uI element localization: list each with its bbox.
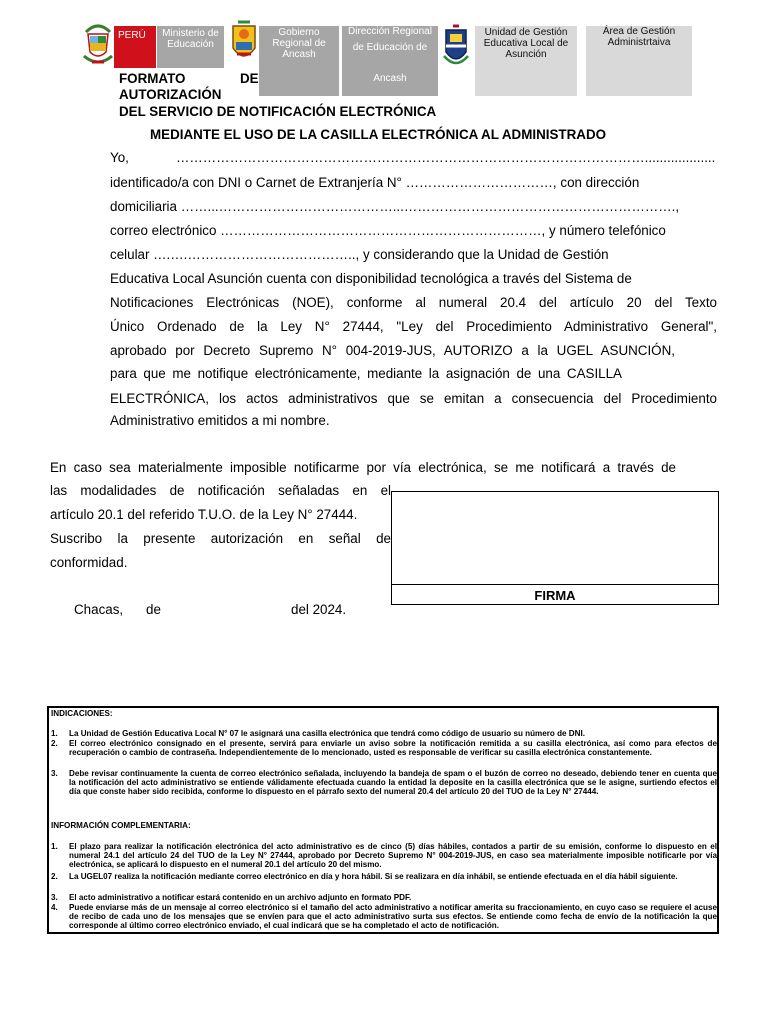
indicaciones-box: [47, 706, 719, 934]
caso-line-5: conformidad.: [50, 555, 128, 570]
body-yo: Yo,: [110, 150, 129, 165]
date-place: Chacas,: [74, 602, 124, 617]
signature-divider: [392, 584, 718, 585]
info-text: Puede enviarse más de un mensaje al correo electrónico si el tamaño del acto administrativo a notificar amerita su fraccionamiento, en cuyo caso se requiere el acuse de recibo de cada uno de los mensajes que se envíen para que el acto administrativo surta sus efectos. Se entiende como fecha de envío de la notificación la que corresponde al último correo electrónico enviado, el cual indicará que se ha completado el acto de notificación.: [69, 903, 717, 931]
indicaciones-title: INDICACIONES:: [51, 709, 113, 718]
info-text: La UGEL07 realiza la notificación mediante correo electrónico en día y hora hábil. Si se realizara en día inhábil, se entiende efectuada en el día hábil siguiente.: [69, 872, 678, 881]
info-complementaria-title: INFORMACIÓN COMPLEMENTARIA:: [51, 821, 191, 830]
body-line-11: ELECTRÓNICA, los actos administrativos que se emitan a consecuencia del Procedimiento: [110, 391, 717, 406]
body-name-blank: ……………………………………………………………………………………………...................: [176, 150, 716, 165]
info-text: El plazo para realizar la notificación electrónica del acto administrativo es de cinco (5) días hábiles, contados a partir de su emisión, conforme lo dispuesto en el numeral 24.1 del artículo 24 del TUO de la Ley N° 27444, aprobado por Decreto Supremo N° 004-2019-JUS, en caso sea materialmente imposible notificarle por vía electrónica, se aplicará lo dispuesto en el numeral 20.1 del artículo 20 del mismo.: [69, 842, 717, 870]
info-item: [51, 842, 717, 870]
indicacion-text: Debe revisar continuamente la cuenta de correo electrónico señalada, incluyendo la bandeja de spam o el buzón de correo no deseado, debiendo tener en cuenta que la notificación del acto administrativo se entiende válidamente efectuada cuando la entidad la deposite en la casilla electrónica que se le asigne, surtiendo efectos el día que conste haber sido recibida, conforme lo dispuesto en el párrafo sexto del numeral 20.4 del artículo 20 del TUO de la Ley N° 27444.: [69, 769, 717, 797]
info-num: 1.: [51, 842, 58, 851]
indicacion-item: [51, 769, 717, 797]
body-line-8: Único Ordenado de la Ley N° 27444, "Ley del Procedimiento Administrativo General",: [110, 319, 717, 334]
body-line-2: identificado/a con DNI o Carnet de Extranjería N° ……………………………, con dirección: [110, 175, 640, 190]
caso-line-2: las modalidades de notificación señaladas en el: [50, 483, 391, 498]
area-gestion-label: Área de Gestión Administrtaiva: [586, 26, 692, 96]
body-line-9: aprobado por Decreto Supremo N° 004-2019-JUS, AUTORIZO a la UGEL ASUNCIÓN,: [110, 343, 675, 358]
info-text: El acto administrativo a notificar estará contenido en un archivo adjunto en formato PDF.: [69, 893, 412, 902]
direccion-line-1: Dirección Regional: [348, 26, 432, 37]
info-num: 3.: [51, 893, 58, 902]
signature-box[interactable]: [391, 491, 719, 605]
body-line-3: domiciliaria ……...…………………………………...…………………………………………………….,: [110, 199, 680, 214]
body-line-5: celular ….….……………………………….., y considerando que la Unidad de Gestión: [110, 247, 609, 262]
indicacion-text: El correo electrónico consignado en el presente, servirá para enviarle un aviso sobre la notificación remitida a su casilla electrónica, así como para efectos de recuperación o cambio de contraseña. Independientemente de lo mencionado, usted es responsable de verificar su casilla electrónica constantemente.: [69, 739, 717, 758]
title-autorizacion: AUTORIZACIÓN: [119, 87, 222, 102]
body-line-12: Administrativo emitidos a mi nombre.: [110, 413, 330, 428]
date-year: del 2024.: [291, 602, 347, 617]
direccion-line-3: Ancash: [373, 73, 407, 84]
title-line2: DEL SERVICIO DE NOTIFICACIÓN ELECTRÓNICA: [119, 104, 437, 119]
title-formato: FORMATO: [119, 71, 186, 86]
direccion-regional-label: [342, 26, 438, 96]
caso-line-1: En caso sea materialmente imposible notificarme por vía electrónica, se me notificará a través de: [50, 460, 676, 475]
peru-coat-of-arms-icon: [82, 18, 114, 68]
caso-line-4: Suscribo la presente autorización en señal de: [50, 531, 391, 546]
info-item: [51, 893, 717, 902]
gobierno-regional-label: Gobierno Regional de Ancash: [259, 26, 339, 96]
body-line-6: Educativa Local Asunción cuenta con disponibilidad tecnológica a través del Sistema de: [110, 271, 632, 286]
info-num: 4.: [51, 903, 58, 912]
indicacion-num: 3.: [51, 769, 58, 778]
body-line-7: Notificaciones Electrónicas (NOE), conforme al numeral 20.4 del artículo 20 del Texto: [110, 295, 717, 310]
ugel-label: Unidad de Gestión Educativa Local de Asunción: [475, 26, 577, 96]
indicacion-item: [51, 729, 717, 738]
info-item: [51, 872, 717, 881]
body-line-10: para que me notifique electrónicamente, mediante la asignación de una CASILLA: [110, 366, 622, 381]
info-num: 2.: [51, 872, 58, 881]
ministerio-label: Ministerio de Educación: [157, 26, 224, 68]
title-line3: MEDIANTE EL USO DE LA CASILLA ELECTRÓNICA AL ADMINISTRADO: [150, 127, 607, 142]
direccion-line-2: de Educación de: [352, 42, 428, 53]
title-de: DE: [240, 71, 259, 86]
ancash-shield-icon: [229, 20, 259, 68]
info-item: [51, 903, 717, 931]
body-line-4: correo electrónico ………………………………………………………………, y número telefónico: [110, 223, 666, 238]
date-de: de: [146, 602, 161, 617]
indicacion-item: [51, 739, 717, 757]
indicacion-text: La Unidad de Gestión Educativa Local N° 07 le asignará una casilla electrónica que tendrá como código de usuario su número de DNI.: [69, 729, 585, 738]
asuncion-shield-icon: [441, 24, 471, 70]
peru-label: PERÚ: [114, 26, 156, 68]
indicacion-num: 2.: [51, 739, 58, 748]
caso-line-3: artículo 20.1 del referido T.U.O. de la Ley N° 27444.: [50, 507, 358, 522]
signature-label: FIRMA: [534, 588, 576, 603]
indicacion-num: 1.: [51, 729, 58, 738]
